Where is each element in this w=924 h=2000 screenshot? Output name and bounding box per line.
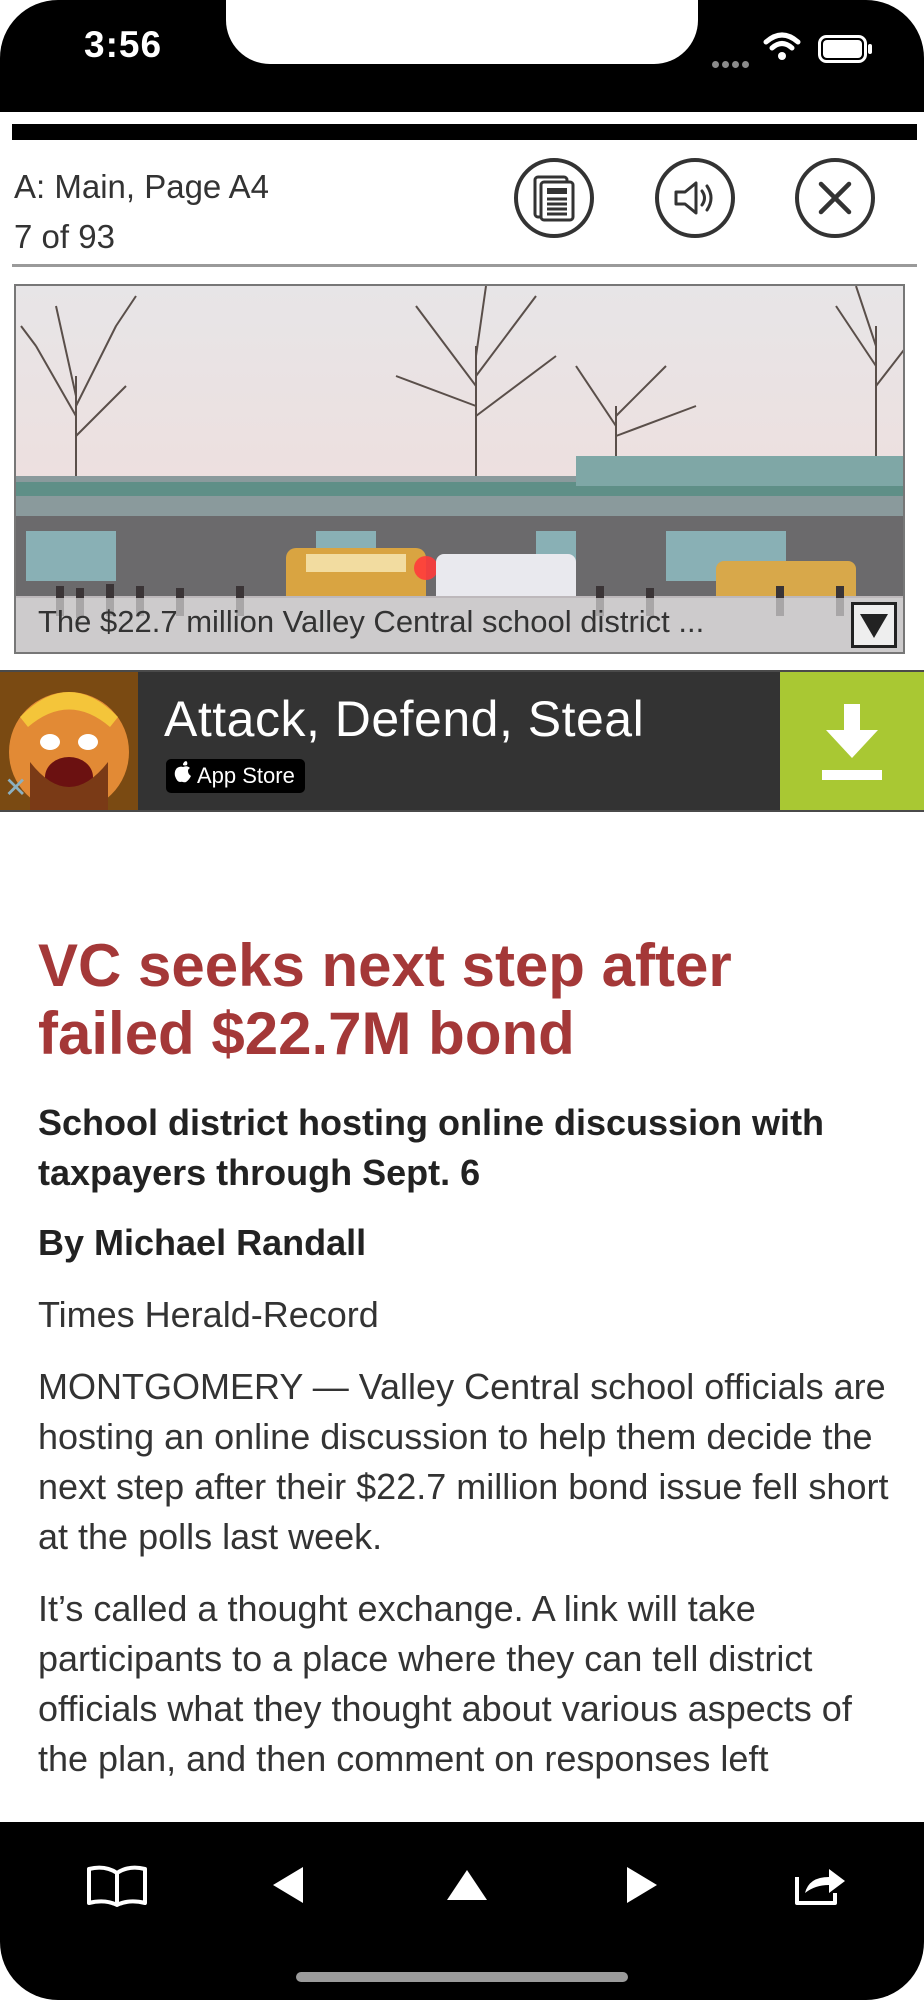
wifi-icon: [762, 30, 802, 62]
close-button[interactable]: [795, 158, 875, 238]
download-icon: [780, 672, 924, 810]
viewer-top-rule: [12, 124, 917, 140]
game-app-icon: [0, 672, 138, 810]
text-view-icon: [531, 173, 577, 223]
up-button[interactable]: [422, 1850, 512, 1920]
app-store-label: App Store: [197, 763, 295, 788]
next-page-button[interactable]: [598, 1850, 688, 1920]
triangle-down-icon: [854, 605, 894, 645]
next-arrow-icon: [623, 1863, 663, 1907]
ad-banner[interactable]: [0, 670, 924, 812]
share-icon: [789, 1863, 849, 1907]
article-paragraph: It’s called a thought exchange. A link will take participants to a place where they can tell district officials what they thought about various aspects of the plan, and then comment on responses left: [38, 1588, 852, 1779]
close-icon: [815, 178, 855, 218]
caption-expand-button[interactable]: [851, 602, 897, 648]
article-publication: Times Herald-Record: [38, 1294, 379, 1335]
ad-close-icon[interactable]: ✕: [4, 772, 28, 803]
home-indicator[interactable]: [296, 1972, 628, 1982]
article-body: [38, 932, 898, 1784]
apple-icon: [174, 759, 192, 793]
photo-caption-text: The $22.7 million Valley Central school district ...: [38, 604, 705, 639]
notch: [226, 0, 698, 64]
page-position-label: 7 of 93: [14, 218, 115, 255]
ad-title: Attack, Defend, Steal: [164, 691, 645, 747]
article-paragraph: MONTGOMERY — Valley Central school officials are hosting an online discussion to help them decide the next step after their $22.7 million bond issue fell short at the polls last week.: [38, 1366, 889, 1557]
article-photo[interactable]: [14, 284, 905, 654]
toolbar-divider: [12, 264, 917, 267]
status-bar: [0, 0, 924, 112]
app-store-badge[interactable]: [166, 759, 305, 793]
sections-button[interactable]: [72, 1850, 162, 1920]
article-byline: By Michael Randall: [38, 1222, 367, 1263]
previous-arrow-icon: [267, 1863, 307, 1907]
previous-page-button[interactable]: [242, 1850, 332, 1920]
ad-download-button[interactable]: [780, 672, 924, 810]
text-view-button[interactable]: [514, 158, 594, 238]
up-arrow-icon: [445, 1866, 489, 1904]
battery-icon: [818, 35, 874, 63]
speaker-icon: [672, 178, 718, 218]
photo-caption: [16, 598, 903, 652]
status-time: 3:56: [84, 24, 163, 65]
section-page-label: A: Main, Page A4: [14, 168, 269, 205]
cell-signal-icon: [712, 55, 756, 63]
share-button[interactable]: [774, 1850, 864, 1920]
page-info: [14, 162, 269, 262]
article-subhead: School district hosting online discussion with taxpayers through Sept. 6: [38, 1102, 825, 1193]
bottom-toolbar: [0, 1822, 924, 2000]
article-headline: VC seeks next step after failed $22.7M bond: [38, 932, 732, 1067]
book-icon: [85, 1863, 149, 1907]
speaker-button[interactable]: [655, 158, 735, 238]
